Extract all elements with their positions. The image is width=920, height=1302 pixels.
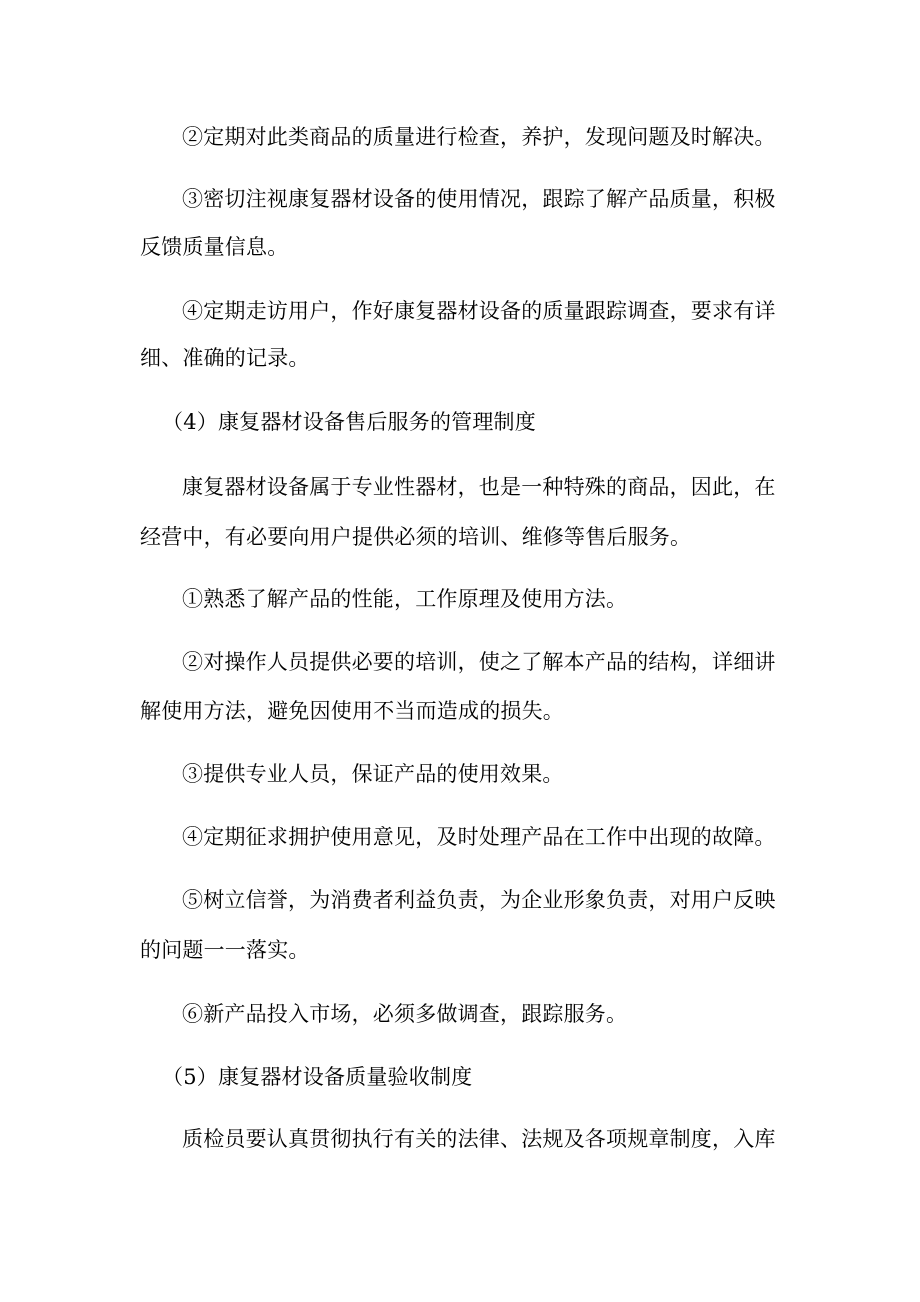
paragraph-line: 的问题一一落实。	[140, 938, 310, 962]
paragraph-line: ③密切注视康复器材设备的使用情况，跟踪了解产品质量，积极	[182, 187, 776, 211]
paragraph-line: ②定期对此类商品的质量进行检查，养护，发现问题及时解决。	[182, 125, 776, 149]
paragraph-line: ⑤树立信誉，为消费者利益负责，为企业形象负责，对用户反映	[182, 888, 776, 912]
paragraph-line: ③提供专业人员，保证产品的使用效果。	[182, 762, 564, 786]
paragraph-line: 解使用方法，避免因使用不当而造成的损失。	[140, 699, 564, 723]
paragraph-line: 细、准确的记录。	[140, 346, 310, 370]
paragraph-line: 康复器材设备属于专业性器材，也是一种特殊的商品，因此，在	[182, 475, 776, 499]
paragraph-line: ④定期走访用户，作好康复器材设备的质量跟踪调查，要求有详	[182, 299, 776, 323]
paragraph-line: 经营中，有必要向用户提供必须的培训、维修等售后服务。	[140, 525, 692, 549]
paragraph-line: ①熟悉了解产品的性能，工作原理及使用方法。	[182, 587, 628, 611]
paragraph-line: ④定期征求拥护使用意见，及时处理产品在工作中出现的故障。	[182, 825, 776, 849]
paragraph-line: ②对操作人员提供必要的培训，使之了解本产品的结构，详细讲	[182, 650, 776, 674]
paragraph-line: 质检员要认真贯彻执行有关的法律、法规及各项规章制度，入库	[182, 1127, 776, 1151]
section-heading: （5）康复器材设备质量验收制度	[162, 1065, 473, 1089]
section-heading: （4）康复器材设备售后服务的管理制度	[162, 410, 536, 434]
paragraph-line: 反馈质量信息。	[140, 235, 289, 259]
paragraph-line: ⑥新产品投入市场，必须多做调查，跟踪服务。	[182, 1002, 628, 1026]
